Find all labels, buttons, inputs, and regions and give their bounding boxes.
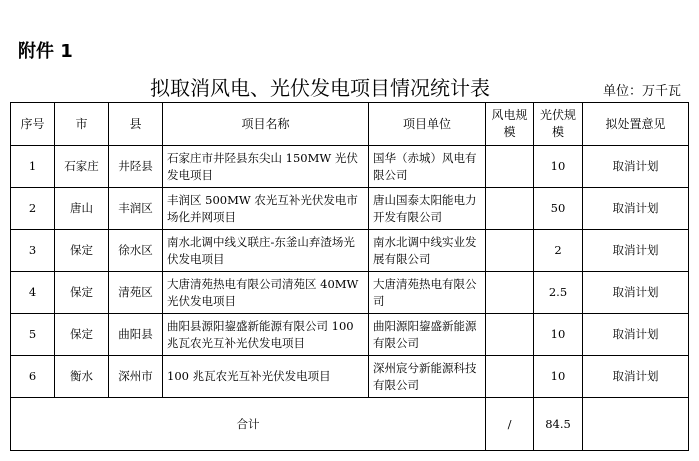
- cell-opinion: 取消计划: [583, 230, 689, 272]
- cell-wind-scale: [486, 188, 534, 230]
- cell-wind-scale: [486, 272, 534, 314]
- cell-wind-scale: [486, 146, 534, 188]
- cell-pv-scale: 2.5: [534, 272, 583, 314]
- cell-city: 保定: [55, 230, 109, 272]
- cell-no: 1: [11, 146, 55, 188]
- cell-city: 保定: [55, 272, 109, 314]
- header-pv-scale: 光伏规模: [534, 103, 583, 146]
- table-row: [11, 356, 689, 398]
- cell-county: 井陉县: [109, 146, 163, 188]
- cell-opinion: 取消计划: [583, 272, 689, 314]
- cell-county: 曲阳县: [109, 314, 163, 356]
- header-no: 序号: [11, 103, 55, 146]
- header-county: 县: [109, 103, 163, 146]
- header-city: 市: [55, 103, 109, 146]
- cell-company: 深州宸兮新能源科技有限公司: [369, 356, 486, 398]
- cell-opinion: 取消计划: [583, 146, 689, 188]
- table-row: [11, 314, 689, 356]
- statistics-table: [10, 102, 689, 451]
- total-label: 合计: [11, 398, 486, 451]
- cell-wind-scale: [486, 314, 534, 356]
- cell-no: 5: [11, 314, 55, 356]
- cell-county: 清苑区: [109, 272, 163, 314]
- table-row: [11, 272, 689, 314]
- table-row: [11, 146, 689, 188]
- cell-project-name: 大唐清苑热电有限公司清苑区 40MW 光伏发电项目: [163, 272, 369, 314]
- cell-county: 徐水区: [109, 230, 163, 272]
- cell-city: 石家庄: [55, 146, 109, 188]
- cell-company: 唐山国泰太阳能电力开发有限公司: [369, 188, 486, 230]
- cell-no: 6: [11, 356, 55, 398]
- cell-city: 保定: [55, 314, 109, 356]
- cell-pv-scale: 10: [534, 314, 583, 356]
- table-row: [11, 188, 689, 230]
- cell-opinion: 取消计划: [583, 314, 689, 356]
- header-wind-scale: 风电规模: [486, 103, 534, 146]
- cell-county: 丰润区: [109, 188, 163, 230]
- total-opinion: [583, 398, 689, 451]
- cell-city: 唐山: [55, 188, 109, 230]
- cell-wind-scale: [486, 230, 534, 272]
- unit-label: 单位：万千瓦: [602, 84, 681, 99]
- cell-county: 深州市: [109, 356, 163, 398]
- table-header-row: [11, 103, 689, 146]
- header-opinion: 拟处置意见: [583, 103, 689, 146]
- header-project-name: 项目名称: [163, 103, 369, 146]
- cell-project-name: 100 兆瓦农光互补光伏发电项目: [163, 356, 369, 398]
- cell-opinion: 取消计划: [583, 356, 689, 398]
- table-row: [11, 230, 689, 272]
- cell-pv-scale: 10: [534, 356, 583, 398]
- cell-project-name: 丰润区 500MW 农光互补光伏发电市场化并网项目: [163, 188, 369, 230]
- cell-company: 国华（赤城）风电有限公司: [369, 146, 486, 188]
- cell-pv-scale: 10: [534, 146, 583, 188]
- cell-no: 3: [11, 230, 55, 272]
- cell-city: 衡水: [55, 356, 109, 398]
- cell-wind-scale: [486, 356, 534, 398]
- cell-company: 南水北调中线实业发展有限公司: [369, 230, 486, 272]
- cell-pv-scale: 2: [534, 230, 583, 272]
- cell-project-name: 曲阳县源阳鋆盛新能源有限公司 100 兆瓦农光互补光伏发电项目: [163, 314, 369, 356]
- total-pv-scale: 84.5: [534, 398, 583, 451]
- attachment-label: 附件 1: [18, 41, 73, 62]
- cell-pv-scale: 50: [534, 188, 583, 230]
- cell-opinion: 取消计划: [583, 188, 689, 230]
- total-row: [11, 398, 689, 451]
- total-wind-scale: /: [486, 398, 534, 451]
- cell-company: 大唐清苑热电有限公司: [369, 272, 486, 314]
- cell-company: 曲阳源阳鋆盛新能源有限公司: [369, 314, 486, 356]
- cell-project-name: 南水北调中线义联庄-东釜山弃渣场光伏发电项目: [163, 230, 369, 272]
- cell-no: 2: [11, 188, 55, 230]
- cell-no: 4: [11, 272, 55, 314]
- page-title: 拟取消风电、光伏发电项目情况统计表: [150, 76, 490, 100]
- header-company: 项目单位: [369, 103, 486, 146]
- cell-project-name: 石家庄市井陉县东尖山 150MW 光伏发电项目: [163, 146, 369, 188]
